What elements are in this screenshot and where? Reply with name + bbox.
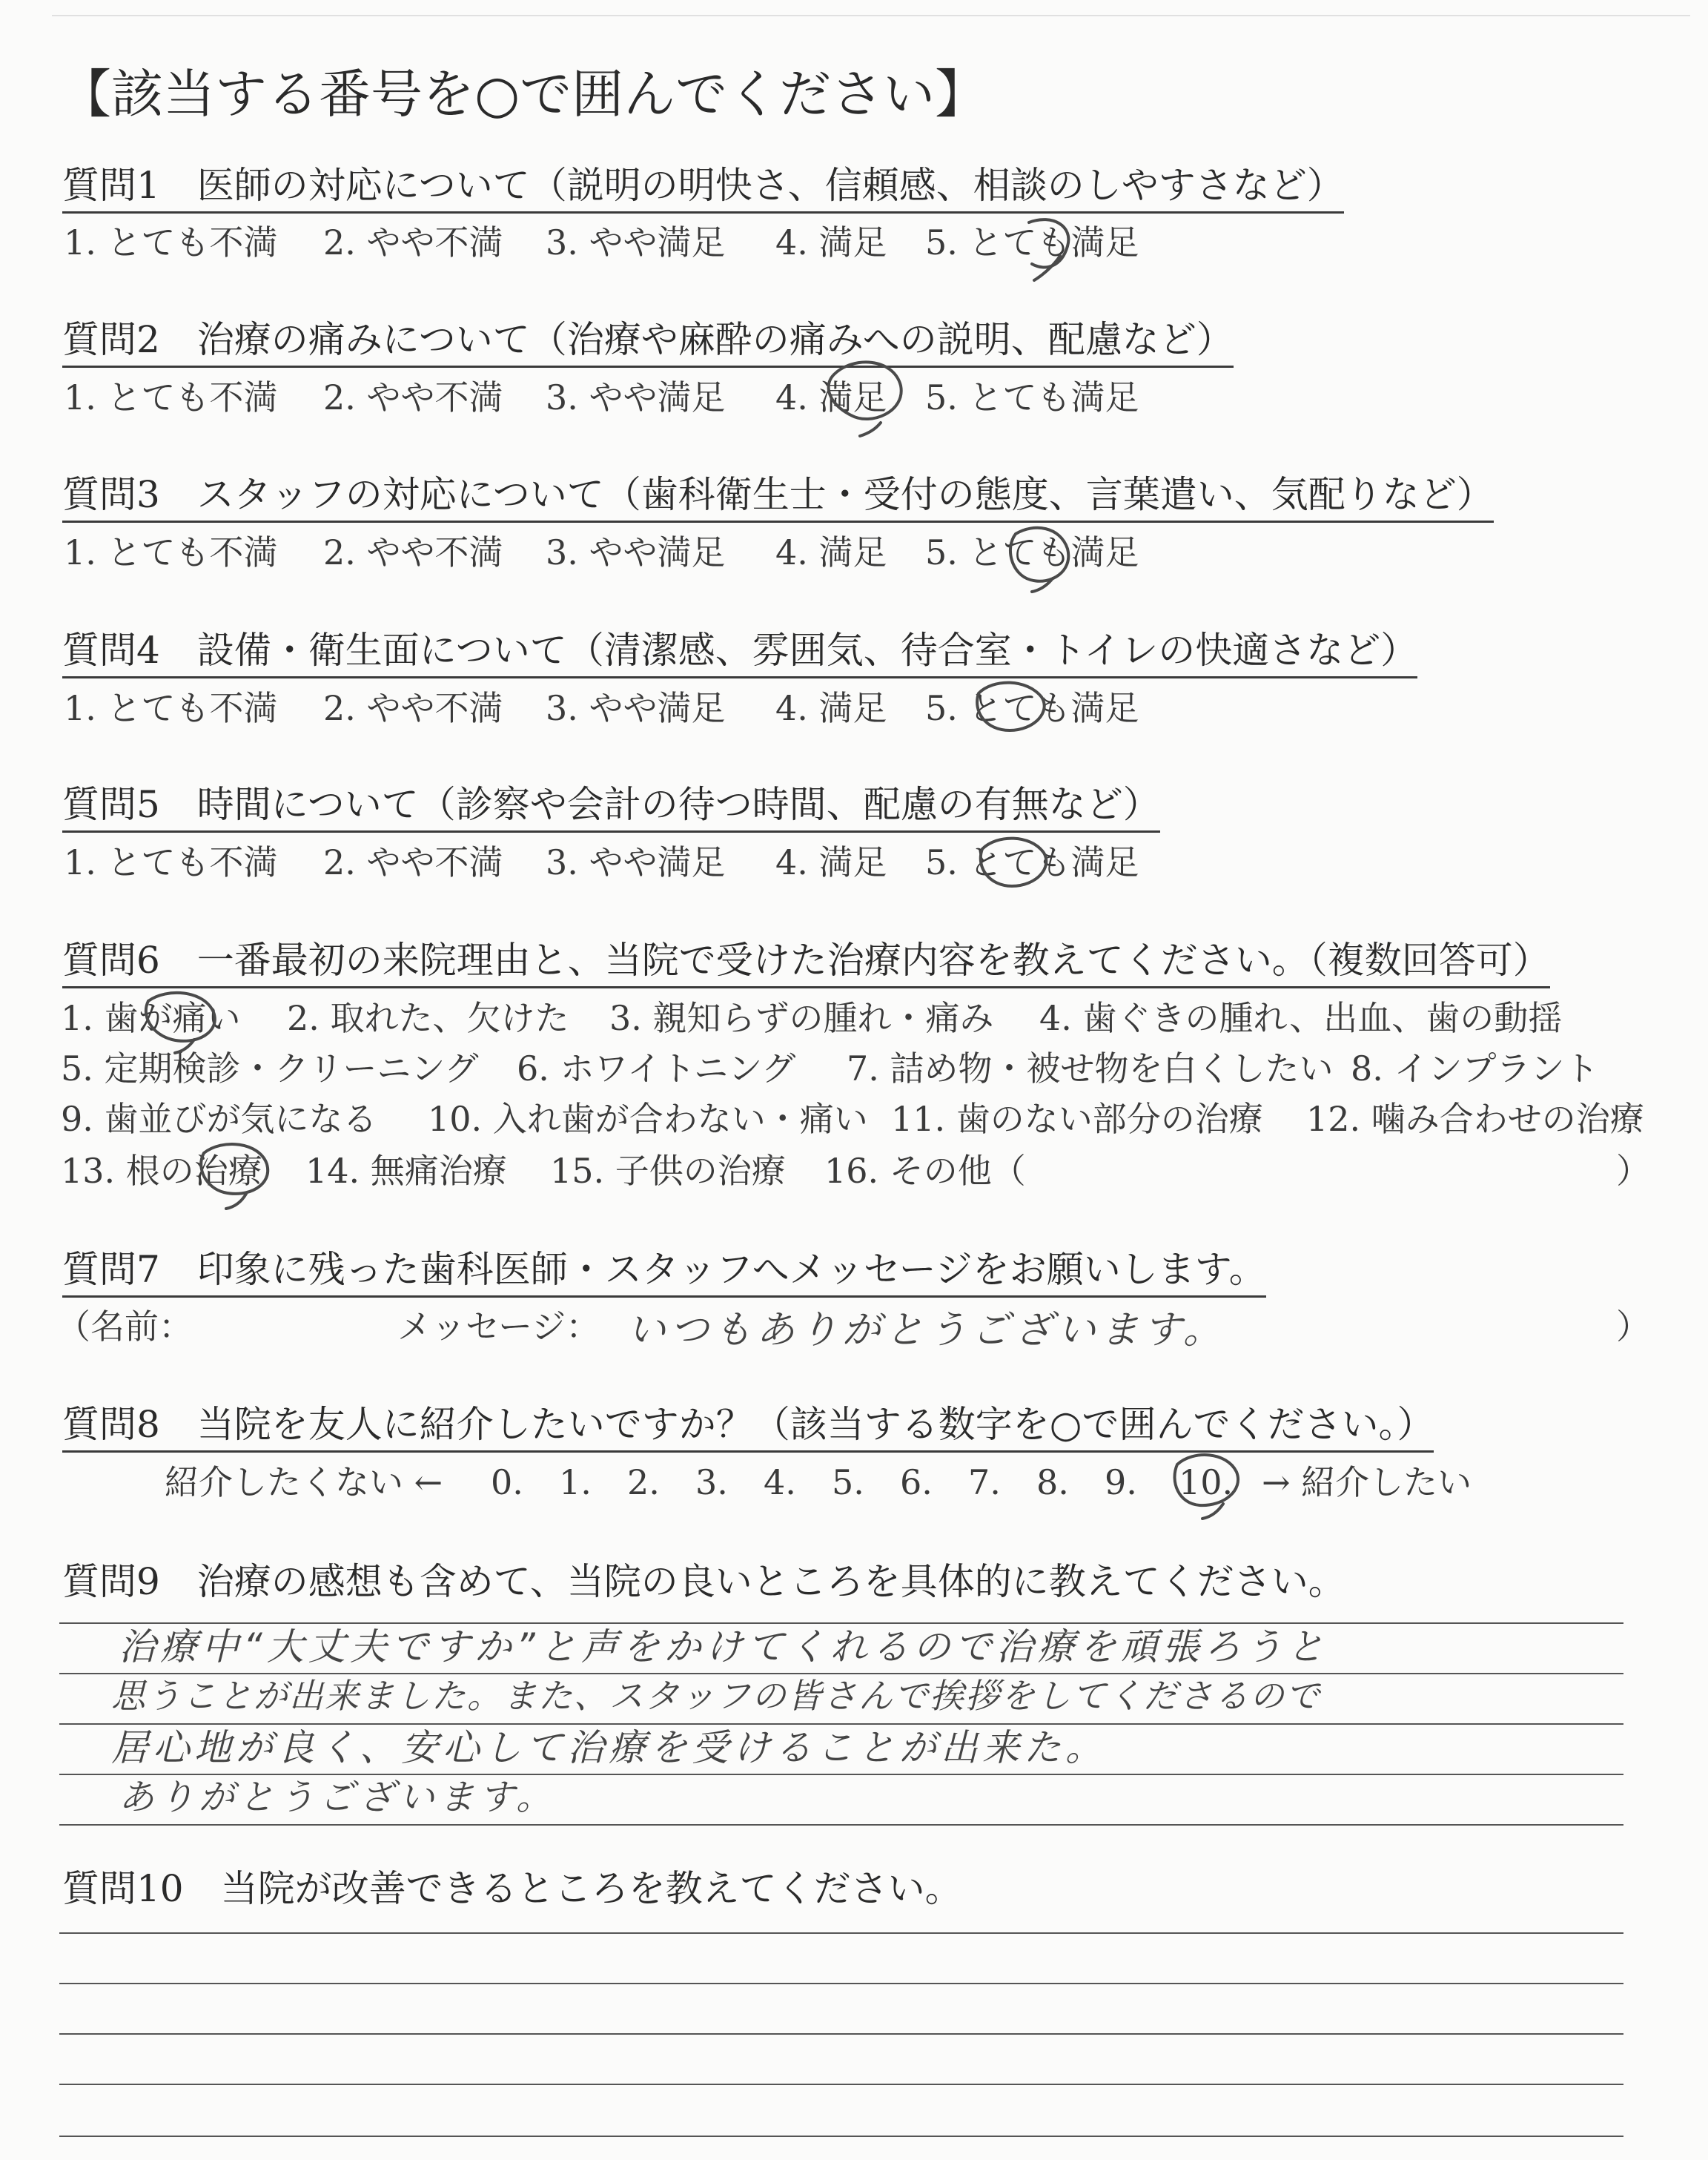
q6-option-12[interactable]: 12. 噛み合わせの治療 (1306, 1099, 1644, 1139)
question-1-heading: 質問1 医師の対応について（説明の明快さ、信頼感、相談のしやすさなど） (62, 167, 1344, 214)
q4-option-5[interactable]: 5. とても満足 (925, 688, 1139, 728)
q6-option-6[interactable]: 6. ホワイトニング (517, 1048, 796, 1089)
q10-rule-1 (59, 1932, 1623, 1934)
q1-option-5[interactable]: 5. とても満足 (925, 222, 1139, 262)
q9-rule-4 (59, 1774, 1623, 1775)
q9-rule-1 (59, 1622, 1623, 1624)
q8-number-0[interactable]: 0. (491, 1462, 523, 1502)
q8-right-label: → 紹介したい (1262, 1462, 1472, 1502)
q8-number-1[interactable]: 1. (559, 1462, 592, 1502)
q2-option-3[interactable]: 3. やや満足 (546, 377, 726, 417)
q7-close-paren: ） (1616, 1307, 1650, 1347)
q6-option-15[interactable]: 15. 子供の治療 (550, 1151, 786, 1191)
q6-option-7[interactable]: 7. 詰め物・被せ物を白くしたい (847, 1048, 1334, 1089)
q9-answer-line-4[interactable]: ありがとうございます。 (119, 1777, 557, 1818)
q5-option-5[interactable]: 5. とても満足 (925, 842, 1139, 882)
q6-option-11[interactable]: 11. 歯のない部分の治療 (891, 1099, 1263, 1139)
q8-number-10[interactable]: 10. (1179, 1462, 1234, 1502)
q3-option-1[interactable]: 1. とても不満 (64, 532, 278, 572)
q10-rule-3 (59, 2033, 1623, 2035)
q8-left-label: 紹介したくない ← (165, 1462, 443, 1502)
scan-top-edge (52, 15, 1690, 16)
q4-option-1[interactable]: 1. とても不満 (64, 688, 278, 728)
q10-rule-4 (59, 2084, 1623, 2085)
q10-rule-5 (59, 2136, 1623, 2137)
question-2-heading: 質問2 治療の痛みについて（治療や麻酔の痛みへの説明、配慮など） (62, 321, 1234, 368)
q7-message-value[interactable]: いつもありがとうございます。 (627, 1308, 1226, 1353)
question-5-heading: 質問5 時間について（診察や会計の待つ時間、配慮の有無など） (62, 786, 1160, 833)
q8-number-7[interactable]: 7. (968, 1462, 1001, 1502)
q3-option-5[interactable]: 5. とても満足 (925, 532, 1139, 572)
q9-answer-line-1[interactable]: 治療中“大丈夫ですか”と声をかけてくれるので治療を頑張ろうと (119, 1625, 1328, 1668)
q6-option-1[interactable]: 1. 歯が痛い (61, 998, 241, 1038)
q7-message-label: メッセージ： (397, 1307, 600, 1347)
q9-rule-2 (59, 1673, 1623, 1674)
question-6-heading: 質問6 一番最初の来院理由と、当院で受けた治療内容を教えてください。（複数回答可） (62, 942, 1550, 988)
question-7-heading: 質問7 印象に残った歯科医師・スタッフへメッセージをお願いします。 (62, 1251, 1266, 1298)
question-9-heading: 質問9 治療の感想も含めて、当院の良いところを具体的に教えてください。 (62, 1560, 1345, 1603)
q6-option-2[interactable]: 2. 取れた、欠けた (287, 998, 569, 1038)
q3-option-3[interactable]: 3. やや満足 (546, 532, 726, 572)
q6-option-14[interactable]: 14. 無痛治療 (305, 1151, 507, 1191)
q1-option-4[interactable]: 4. 満足 (775, 222, 887, 262)
q2-option-4[interactable]: 4. 満足 (775, 377, 887, 417)
q5-option-3[interactable]: 3. やや満足 (546, 842, 726, 882)
q8-number-6[interactable]: 6. (900, 1462, 933, 1502)
q2-option-5[interactable]: 5. とても満足 (925, 377, 1139, 417)
question-4-heading: 質問4 設備・衛生面について（清潔感、雰囲気、待合室・トイレの快適さなど） (62, 632, 1417, 678)
q6-option-4[interactable]: 4. 歯ぐきの腫れ、出血、歯の動揺 (1039, 998, 1563, 1038)
q1-option-1[interactable]: 1. とても不満 (64, 222, 278, 262)
q1-option-3[interactable]: 3. やや満足 (546, 222, 726, 262)
q6-option-5[interactable]: 5. 定期検診・クリーニング (61, 1048, 479, 1089)
question-3-heading: 質問3 スタッフの対応について（歯科衛生士・受付の態度、言葉遣い、気配りなど） (62, 476, 1494, 523)
q6-other-close-paren: ） (1616, 1151, 1650, 1191)
q9-answer-line-3[interactable]: 居心地が良く、安心して治療を受けることが出来た。 (111, 1726, 1107, 1769)
q8-number-9[interactable]: 9. (1105, 1462, 1137, 1502)
q3-option-4[interactable]: 4. 満足 (775, 532, 887, 572)
q8-number-8[interactable]: 8. (1036, 1462, 1069, 1502)
q7-name-label: （名前： (56, 1307, 193, 1347)
q6-option-8[interactable]: 8. インプラント (1351, 1048, 1599, 1089)
q10-rule-2 (59, 1983, 1623, 1984)
question-10-heading: 質問10 当院が改善できるところを教えてください。 (62, 1867, 962, 1910)
q8-number-5[interactable]: 5. (832, 1462, 864, 1502)
q6-option-16-other[interactable]: 16. その他（ (824, 1151, 1026, 1191)
q8-number-3[interactable]: 3. (695, 1462, 728, 1502)
q5-option-2[interactable]: 2. やや不満 (323, 842, 503, 882)
q5-option-4[interactable]: 4. 満足 (775, 842, 887, 882)
q4-option-3[interactable]: 3. やや満足 (546, 688, 726, 728)
q6-option-10[interactable]: 10. 入れ歯が合わない・痛い (428, 1099, 868, 1139)
q6-option-3[interactable]: 3. 親知らずの腫れ・痛み (609, 998, 994, 1038)
q8-number-4[interactable]: 4. (764, 1462, 796, 1502)
q3-option-2[interactable]: 2. やや不満 (323, 532, 503, 572)
q4-option-2[interactable]: 2. やや不満 (323, 688, 503, 728)
question-8-heading: 質問8 当院を友人に紹介したいですか？（該当する数字を○で囲んでください。） (62, 1406, 1434, 1453)
q1-option-2[interactable]: 2. やや不満 (323, 222, 503, 262)
q5-option-1[interactable]: 1. とても不満 (64, 842, 278, 882)
q2-option-2[interactable]: 2. やや不満 (323, 377, 503, 417)
q4-option-4[interactable]: 4. 満足 (775, 688, 887, 728)
page-title: 【該当する番号を○で囲んでください】 (59, 64, 987, 125)
q6-option-13[interactable]: 13. 根の治療 (61, 1151, 262, 1191)
q9-rule-5 (59, 1824, 1623, 1826)
q9-answer-line-2[interactable]: 思うことが出来ました。また、スタッフの皆さんで挨拶をしてくださるので (111, 1676, 1321, 1716)
q2-option-1[interactable]: 1. とても不満 (64, 377, 278, 417)
q8-number-2[interactable]: 2. (627, 1462, 660, 1502)
q9-rule-3 (59, 1723, 1623, 1725)
q6-option-9[interactable]: 9. 歯並びが気になる (61, 1099, 377, 1139)
